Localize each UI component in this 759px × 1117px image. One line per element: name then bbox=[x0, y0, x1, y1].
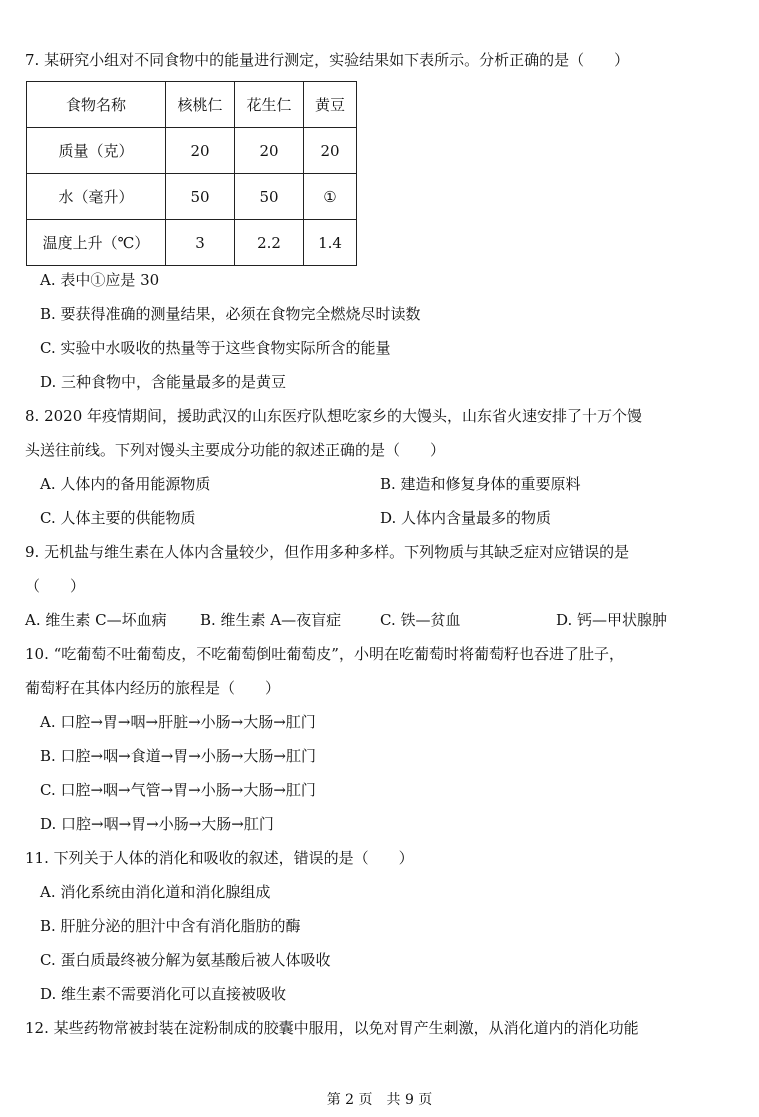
q8-stem-line1: 8. 2020 年疫情期间，援助武汉的山东医疗队想吃家乡的大馒头，山东省火速安排了十万个馒 bbox=[25, 407, 643, 425]
table-row bbox=[27, 128, 357, 174]
q10-option-d: D. 口腔→咽→胃→小肠→大肠→肛门 bbox=[40, 815, 274, 833]
q7-stem: 7. 某研究小组对不同食物中的能量进行测定，实验结果如下表所示。分析正确的是（ ） bbox=[25, 51, 630, 69]
table-cell: 1.4 bbox=[304, 220, 357, 266]
q7-option-c: C. 实验中水吸收的热量等于这些食物实际所含的能量 bbox=[40, 339, 391, 357]
q10-option-b: B. 口腔→咽→食道→胃→小肠→大肠→肛门 bbox=[40, 747, 316, 765]
q10-stem-line2: 葡萄籽在其体内经历的旅程是（ ） bbox=[25, 679, 281, 697]
q9-option-b: B. 维生素 A—夜盲症 bbox=[200, 611, 342, 629]
table-cell: ① bbox=[304, 174, 357, 220]
table-cell: 2.2 bbox=[235, 220, 304, 266]
page-footer: 第 2 页 共 9 页 bbox=[326, 1092, 433, 1108]
energy-table bbox=[26, 81, 357, 266]
q10-stem-line1: 10. “吃葡萄不吐葡萄皮，不吃葡萄倒吐葡萄皮”，小明在吃葡萄时将葡萄籽也吞进了肚子， bbox=[25, 645, 624, 663]
table-row bbox=[27, 174, 357, 220]
table-header-cell: 食物名称 bbox=[27, 82, 166, 128]
table-cell: 水（毫升） bbox=[27, 174, 166, 220]
q8-option-c: C. 人体主要的供能物质 bbox=[40, 509, 196, 527]
table-cell: 50 bbox=[166, 174, 235, 220]
table-header-row bbox=[27, 82, 357, 128]
q8-stem-line2: 头送往前线。下列对馒头主要成分功能的叙述正确的是（ ） bbox=[25, 441, 446, 459]
table-cell: 20 bbox=[235, 128, 304, 174]
q8-option-a: A. 人体内的备用能源物质 bbox=[40, 475, 211, 493]
q9-option-a: A. 维生素 C—坏血病 bbox=[25, 611, 167, 629]
table-cell: 50 bbox=[235, 174, 304, 220]
q9-option-d: D. 钙—甲状腺肿 bbox=[556, 611, 668, 629]
table-cell: 20 bbox=[166, 128, 235, 174]
q10-option-c: C. 口腔→咽→气管→胃→小肠→大肠→肛门 bbox=[40, 781, 316, 799]
q11-option-d: D. 维生素不需要消化可以直接被吸收 bbox=[40, 985, 287, 1003]
table-cell: 质量（克） bbox=[27, 128, 166, 174]
q12-stem-line1: 12. 某些药物常被封装在淀粉制成的胶囊中服用，以免对胃产生刺激，从消化道内的消化功能 bbox=[25, 1019, 639, 1037]
table-header-cell: 黄豆 bbox=[304, 82, 357, 128]
q8-option-b: B. 建造和修复身体的重要原料 bbox=[380, 475, 581, 493]
q8-option-d: D. 人体内含量最多的物质 bbox=[380, 509, 552, 527]
q11-stem: 11. 下列关于人体的消化和吸收的叙述，错误的是（ ） bbox=[25, 849, 414, 867]
q11-option-a: A. 消化系统由消化道和消化腺组成 bbox=[40, 883, 271, 901]
table-header-cell: 核桃仁 bbox=[166, 82, 235, 128]
q7-option-b: B. 要获得准确的测量结果，必须在食物完全燃烧尽时读数 bbox=[40, 305, 421, 323]
q9-stem-line1: 9. 无机盐与维生素在人体内含量较少，但作用多种多样。下列物质与其缺乏症对应错误的是 bbox=[25, 543, 630, 561]
q7-option-d: D. 三种食物中，含能量最多的是黄豆 bbox=[40, 373, 287, 391]
table-cell: 温度上升（℃） bbox=[27, 220, 166, 266]
q11-option-c: C. 蛋白质最终被分解为氨基酸后被人体吸收 bbox=[40, 951, 331, 969]
table-cell: 20 bbox=[304, 128, 357, 174]
q9-option-c: C. 铁—贫血 bbox=[380, 611, 461, 629]
q7-option-a: A. 表中①应是 30 bbox=[40, 271, 160, 289]
q11-option-b: B. 肝脏分泌的胆汁中含有消化脂肪的酶 bbox=[40, 917, 301, 935]
table-row bbox=[27, 220, 357, 266]
q10-option-a: A. 口腔→胃→咽→肝脏→小肠→大肠→肛门 bbox=[40, 713, 316, 731]
table-cell: 3 bbox=[166, 220, 235, 266]
table-header-cell: 花生仁 bbox=[235, 82, 304, 128]
q9-stem-line2: （ ） bbox=[25, 577, 86, 595]
